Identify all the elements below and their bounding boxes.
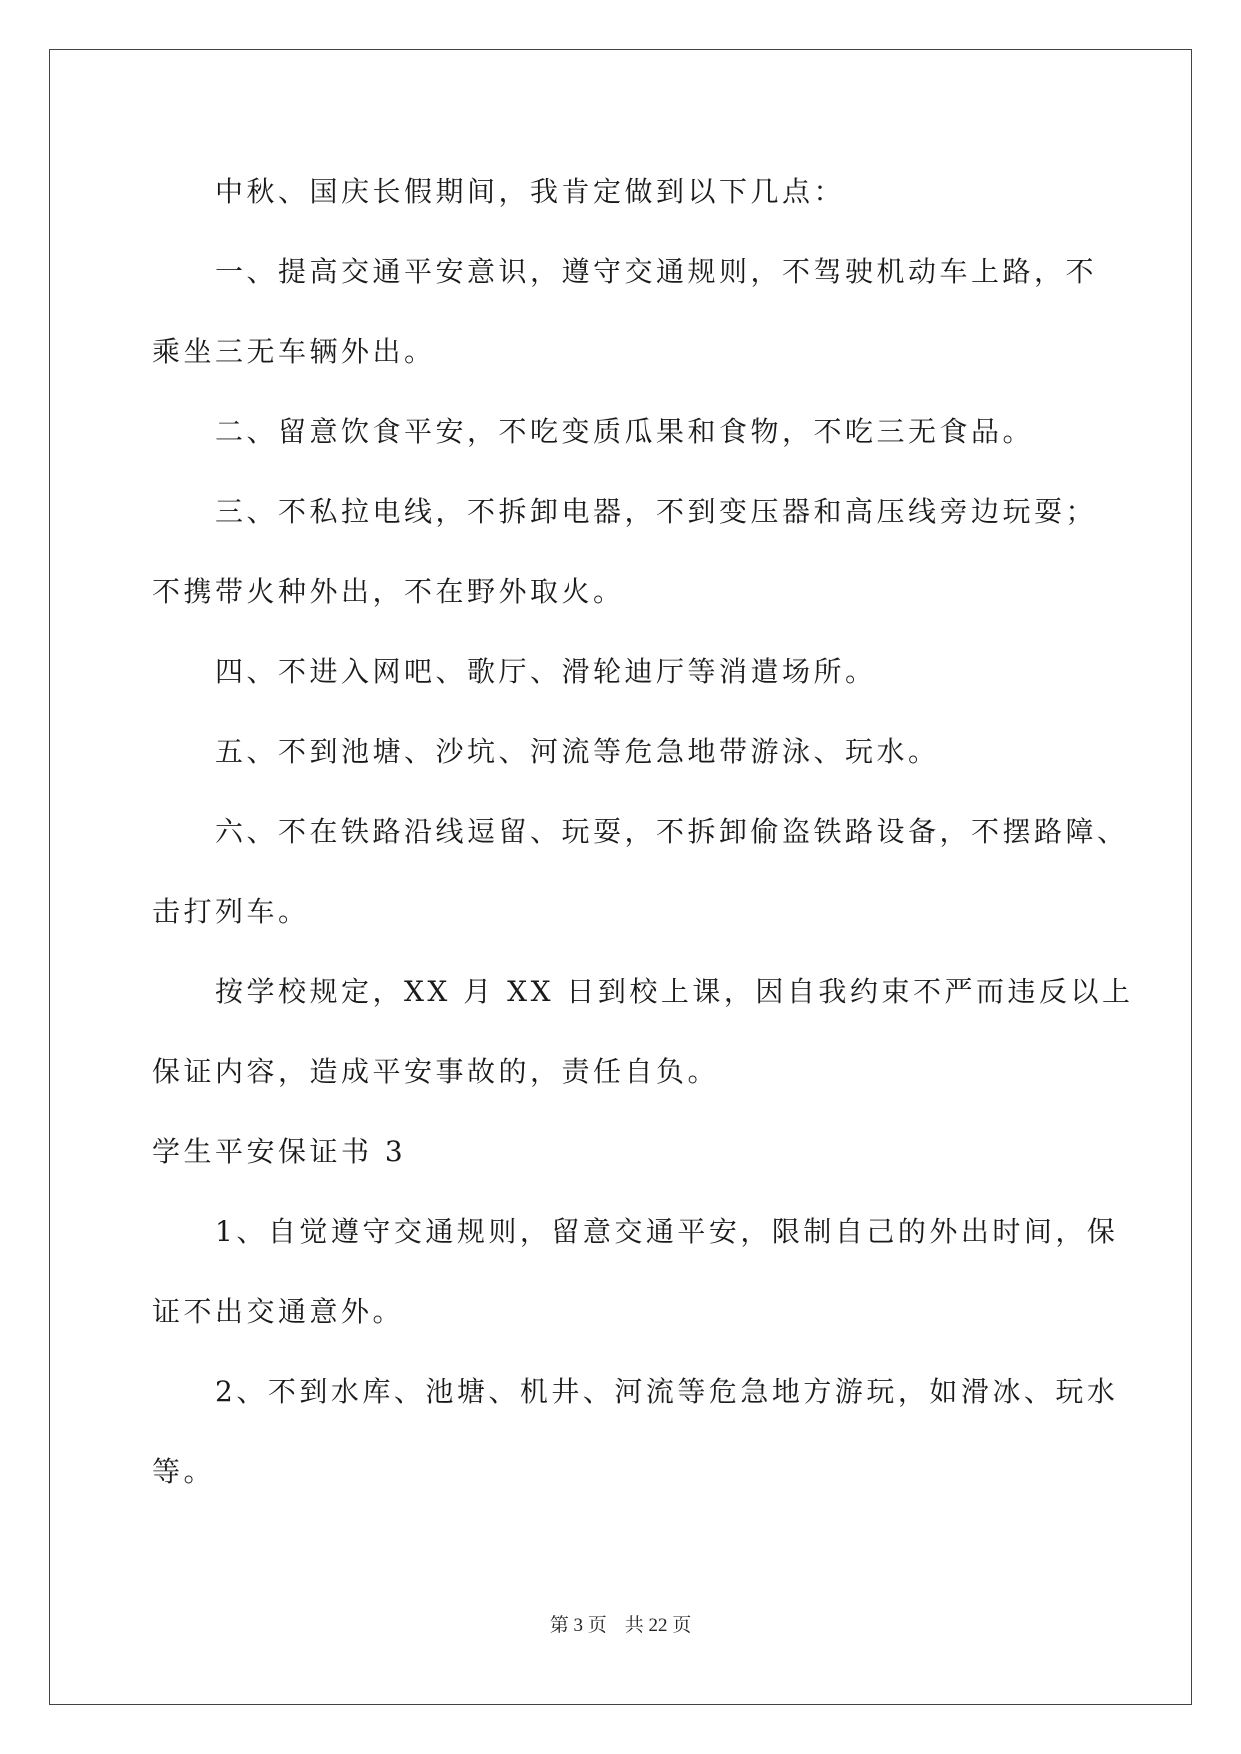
paragraph-rule-1-line-2: 证不出交通意外。 (152, 1295, 405, 1328)
paragraph-item-5: 五、不到池塘、沙坑、河流等危急地带游泳、玩水。 (215, 735, 940, 768)
paragraph-item-2: 二、留意饮食平安，不吃变质瓜果和食物，不吃三无食品。 (215, 415, 1035, 448)
paragraph-return-line-1: 按学校规定，XX 月 XX 日到校上课，因自我约束不严而违反以上 (215, 975, 1134, 1008)
paragraph-item-1-line-2: 乘坐三无车辆外出。 (152, 335, 436, 368)
paragraph-rule-1-line-1: 1、自觉遵守交通规则，留意交通平安，限制自己的外出时间，保 (215, 1215, 1119, 1248)
paragraph-item-4: 四、不进入网吧、歌厅、滑轮迪厅等消遣场所。 (215, 655, 877, 688)
paragraph-item-6-line-1: 六、不在铁路沿线逗留、玩耍，不拆卸偷盗铁路设备，不摆路障、 (215, 815, 1129, 848)
paragraph-item-3-line-1: 三、不私拉电线，不拆卸电器，不到变压器和高压线旁边玩耍； (215, 495, 1098, 528)
paragraph-intro: 中秋、国庆长假期间，我肯定做到以下几点： (215, 175, 846, 208)
page-number-current: 第 3 页 (549, 1615, 607, 1636)
section-heading: 学生平安保证书 3 (152, 1135, 407, 1168)
paragraph-item-6-line-2: 击打列车。 (152, 895, 310, 928)
page-border (49, 49, 1192, 1705)
paragraph-rule-2-line-1: 2、不到水库、池塘、机井、河流等危急地方游玩，如滑冰、玩水 (215, 1375, 1119, 1408)
paragraph-rule-2-line-2: 等。 (152, 1455, 216, 1488)
page-footer (0, 1614, 1241, 1638)
paragraph-item-1-line-1: 一、提高交通平安意识，遵守交通规则，不驾驶机动车上路，不 (215, 255, 1098, 288)
paragraph-item-3-line-2: 不携带火种外出，不在野外取火。 (152, 575, 625, 608)
page-number-total: 共 22 页 (624, 1615, 692, 1636)
paragraph-return-line-2: 保证内容，造成平安事故的，责任自负。 (152, 1055, 720, 1088)
